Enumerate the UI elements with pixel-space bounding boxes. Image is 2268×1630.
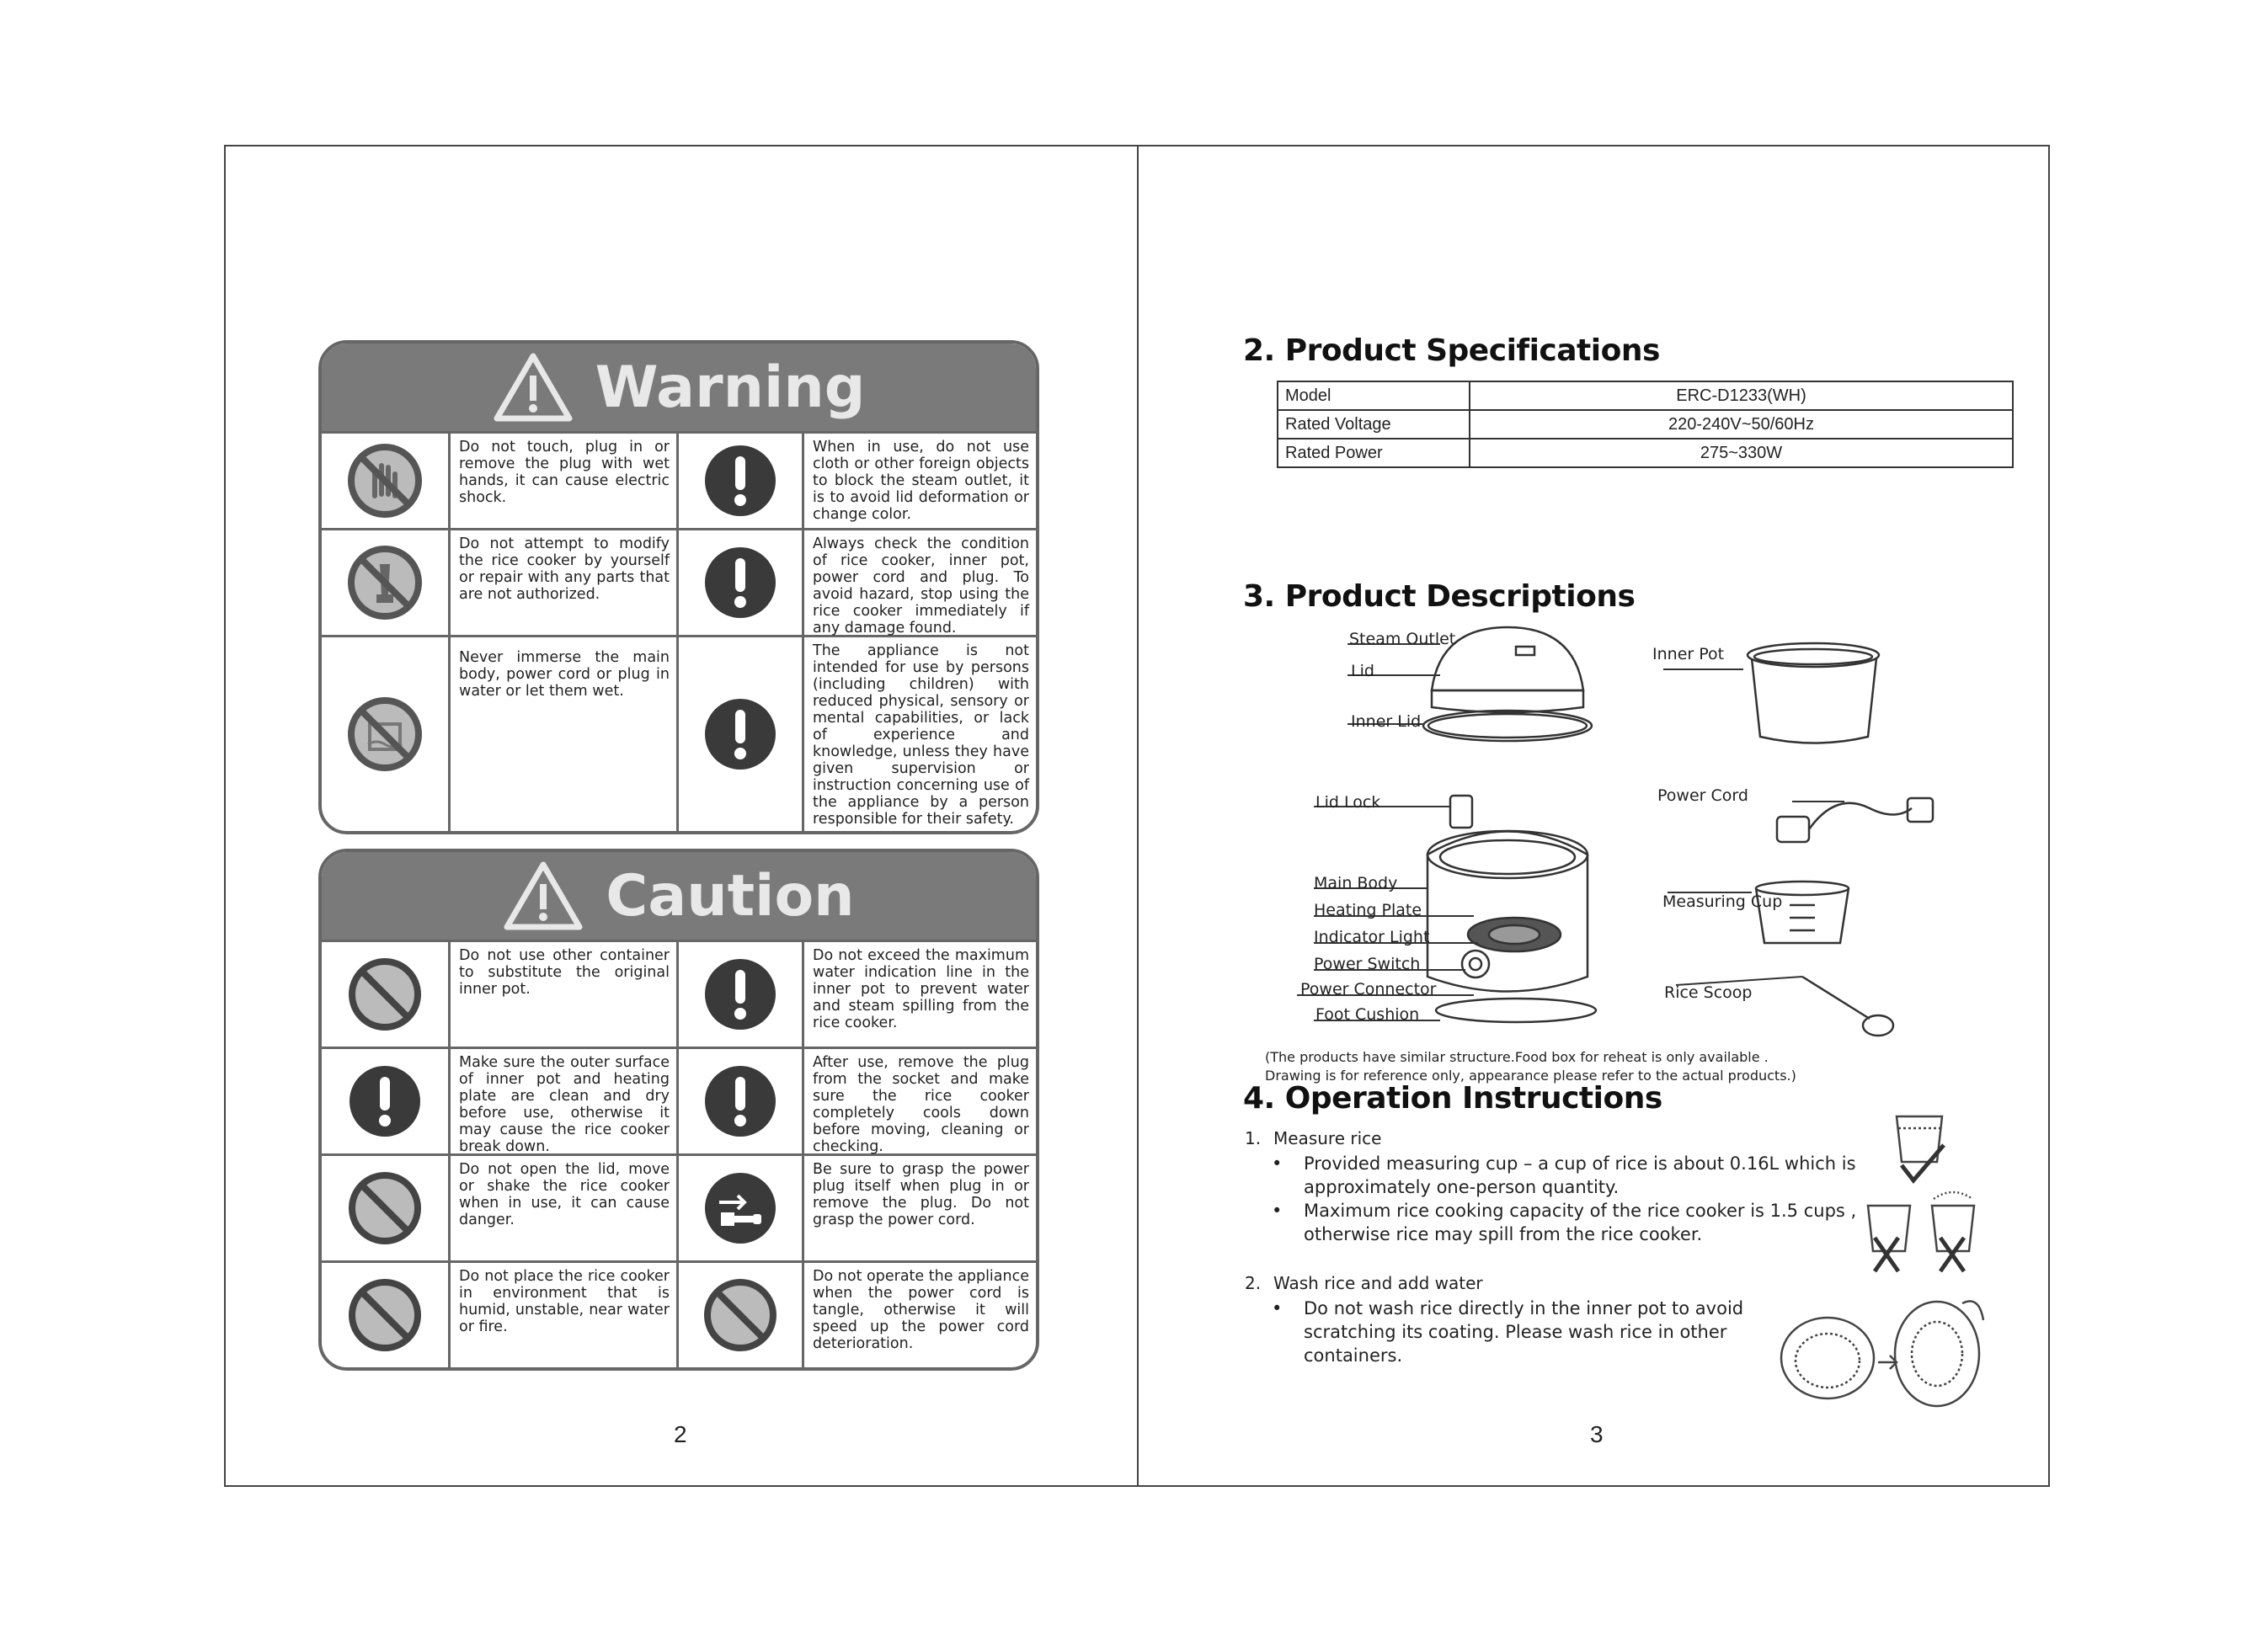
prohibited-icon xyxy=(676,1263,804,1367)
warning-text: Never immerse the main body, power cord or plug in water or let them wet. xyxy=(459,649,670,700)
exclamation-icon xyxy=(676,637,804,831)
no-immerse-icon xyxy=(322,637,451,831)
prohibited-icon xyxy=(322,1263,451,1367)
label-lid: Lid xyxy=(1351,662,1374,680)
spec-label: Rated Voltage xyxy=(1278,410,1470,439)
bullet-icon: • xyxy=(1272,1153,1283,1174)
table-row xyxy=(1278,381,2013,410)
bullet-line: containers. xyxy=(1304,1345,1403,1366)
warning-text: The appliance is not intended for use by persons (including children) with reduced physical, sensory or mental capabilities, or lack of experience and knowledge, unless they have given supervision or instruction concerning use of the appliance by a person responsible for their safety. xyxy=(813,642,1029,828)
caution-text: Do not operate the appliance when the power cord is tangle, otherwise it will speed up the power cord deterioration. xyxy=(813,1268,1029,1352)
warning-header xyxy=(322,344,1036,431)
caution-triangle-icon xyxy=(503,860,584,931)
unplug-icon xyxy=(676,1156,804,1260)
no-touch-wet-hands-icon xyxy=(322,434,451,528)
warning-triangle-icon xyxy=(493,352,574,423)
caution-text: Do not use other container to substitute the original inner pot. xyxy=(459,947,670,998)
step-title: Measure rice xyxy=(1273,1128,1382,1148)
specs-heading: 2. Product Specifications xyxy=(1243,333,1660,368)
prohibited-icon xyxy=(322,942,451,1047)
spec-label: Model xyxy=(1278,381,1470,410)
bullet-icon: • xyxy=(1272,1298,1283,1318)
warning-row xyxy=(322,528,1036,635)
descriptions-heading: 3. Product Descriptions xyxy=(1243,579,1636,614)
caution-text: Be sure to grasp the power plug itself when plug in or remove the plug. Do not grasp the power cord. xyxy=(813,1161,1029,1228)
caution-header xyxy=(322,852,1036,940)
warning-text: When in use, do not use cloth or other foreign objects to block the steam outlet, it is to avoid lid deformation or change color. xyxy=(813,439,1029,523)
label-power-cord: Power Cord xyxy=(1657,786,1748,805)
label-lid-lock: Lid Lock xyxy=(1315,793,1381,812)
label-rice-scoop: Rice Scoop xyxy=(1664,983,1753,1002)
spec-value: 275~330W xyxy=(1470,439,2013,467)
caution-text: Do not open the lid, move or shake the rice cooker when in use, it can cause danger. xyxy=(459,1161,670,1228)
bullet-item xyxy=(1272,1152,1856,1199)
bullet-line: otherwise rice may spill from the rice cooker. xyxy=(1304,1224,1703,1244)
label-power-switch: Power Switch xyxy=(1314,955,1421,973)
warning-box xyxy=(318,340,1039,834)
caution-row xyxy=(322,1260,1036,1367)
bullet-line: Maximum rice cooking capacity of the rice cooker is 1.5 cups , xyxy=(1304,1201,1857,1221)
warning-text: Do not attempt to modify the rice cooker by yourself or repair with any parts that are not authorized. xyxy=(459,535,670,603)
bullet-line: approximately one-person quantity. xyxy=(1304,1177,1620,1197)
spec-value: 220-240V~50/60Hz xyxy=(1470,410,2013,439)
label-heating-plate: Heating Plate xyxy=(1314,901,1422,919)
label-inner-pot: Inner Pot xyxy=(1652,645,1725,663)
bullet-item xyxy=(1272,1199,1857,1246)
label-main-body: Main Body xyxy=(1314,874,1398,892)
label-measuring-cup: Measuring Cup xyxy=(1662,892,1783,911)
spec-table xyxy=(1277,381,2014,468)
table-row xyxy=(1278,410,2013,439)
page-number: 3 xyxy=(1590,1421,1604,1447)
rice-measure-illustration xyxy=(1853,1111,2004,1280)
prohibited-icon xyxy=(322,1156,451,1260)
no-disassembly-icon xyxy=(322,530,451,635)
caution-text: Do not exceed the maximum water indication line in the inner pot to prevent water and steam spilling from the rice cooker. xyxy=(813,947,1029,1031)
label-inner-lid: Inner Lid xyxy=(1351,712,1422,731)
caution-text: After use, remove the plug from the socket and make sure the rice cooker completely cools down before moving, cleaning or checking. xyxy=(813,1054,1029,1155)
rice-wash-illustration xyxy=(1769,1286,1988,1413)
diagram-note-line1: (The products have similar structure.Food box for reheat is only available . xyxy=(1265,1049,1769,1065)
bullet-line: Do not wash rice directly in the inner pot to avoid xyxy=(1304,1298,1744,1318)
warning-row xyxy=(322,431,1036,528)
exclamation-icon xyxy=(676,530,804,635)
caution-text: Make sure the outer surface of inner pot and heating plate are clean and dry before use, otherwise it may cause the rice cooker break down. xyxy=(459,1054,670,1155)
caution-text: Do not place the rice cooker in environment that is humid, unstable, near water or fire. xyxy=(459,1268,670,1335)
bullet-item xyxy=(1272,1297,1744,1367)
exclamation-icon xyxy=(322,1049,451,1153)
warning-text: Do not touch, plug in or remove the plug with wet hands, it can cause electric shock. xyxy=(459,439,670,506)
label-foot-cushion: Foot Cushion xyxy=(1315,1005,1420,1024)
step-title: Wash rice and add water xyxy=(1273,1273,1483,1293)
exclamation-icon xyxy=(676,434,804,528)
warning-text: Always check the condition of rice cooker, inner pot, power cord and plug. To avoid hazard, stop using the rice cooker immediately if any damage found. xyxy=(813,535,1029,637)
exclamation-icon xyxy=(676,942,804,1047)
bullet-line: scratching its coating. Please wash rice in other xyxy=(1304,1322,1727,1342)
operation-heading: 4. Operation Instructions xyxy=(1243,1081,1662,1116)
exclamation-icon xyxy=(676,1049,804,1153)
warning-row xyxy=(322,635,1036,831)
spec-label: Rated Power xyxy=(1278,439,1470,467)
caution-row xyxy=(322,940,1036,1047)
label-steam-outlet: Steam Outlet xyxy=(1349,630,1456,648)
label-power-connector: Power Connector xyxy=(1300,980,1437,999)
spec-value: ERC-D1233(WH) xyxy=(1470,381,2013,410)
bullet-icon: • xyxy=(1272,1201,1283,1221)
step-number: 1. xyxy=(1245,1128,1262,1148)
label-indicator-light: Indicator Light xyxy=(1314,928,1430,946)
diagram-note-line2: Drawing is for reference only, appearance please refer to the actual products.) xyxy=(1265,1068,1796,1084)
warning-title: Warning xyxy=(595,354,866,421)
page-number: 2 xyxy=(674,1421,687,1447)
table-row xyxy=(1278,439,2013,467)
caution-row xyxy=(322,1047,1036,1153)
page-divider xyxy=(1137,145,1139,1487)
caution-row xyxy=(322,1153,1036,1260)
caution-box xyxy=(318,849,1039,1371)
caution-title: Caution xyxy=(606,862,855,930)
bullet-line: Provided measuring cup – a cup of rice is about 0.16L which is xyxy=(1304,1153,1856,1174)
step-number: 2. xyxy=(1245,1273,1262,1293)
